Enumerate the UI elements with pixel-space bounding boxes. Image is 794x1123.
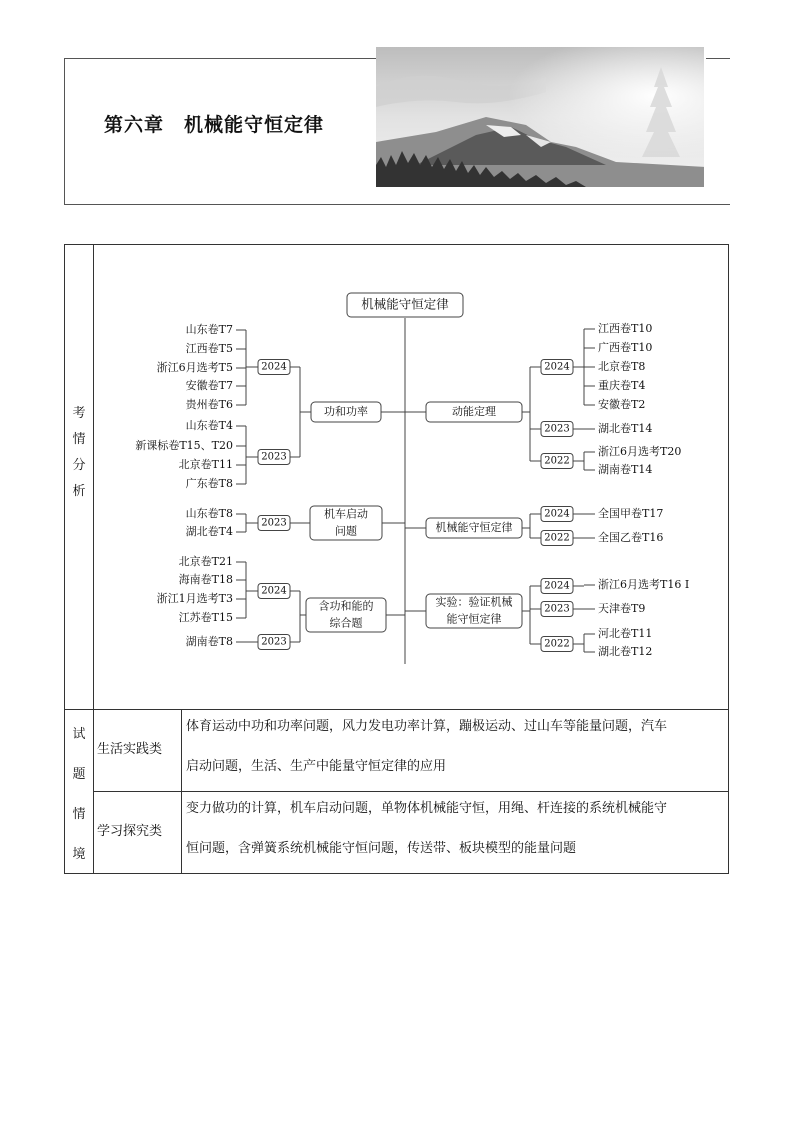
- topic-node-label: 含功和能的: [318, 599, 374, 613]
- source-item: 浙江6月选考T5: [156, 361, 233, 374]
- source-item: 山东卷T8: [185, 507, 233, 520]
- topic-node-label: 实验：验证机械: [435, 595, 513, 609]
- source-item: 广东卷T8: [185, 477, 233, 490]
- topic-node-label: 动能定理: [452, 405, 496, 418]
- source-item: 全国甲卷T17: [598, 507, 664, 520]
- source-item: 江西卷T10: [598, 322, 653, 335]
- source-item: 北京卷T8: [598, 360, 646, 373]
- source-item: 山东卷T4: [185, 419, 233, 432]
- source-item: 湖北卷T14: [598, 422, 653, 435]
- source-item: 湖南卷T8: [185, 635, 233, 648]
- source-item: 湖北卷T12: [598, 645, 653, 658]
- year-node-label: 2023: [261, 517, 287, 529]
- source-item: 新课标卷T15、T20: [135, 439, 233, 452]
- learning-inquiry-description: 变力做功的计算，机车启动问题，单物体机械能守恒，用绳、杆连接的系统机械能守 恒问题，含弹簧系统机械能守恒问题，传送带、板块模型的能量问题: [186, 801, 668, 856]
- topic-node-label: 能守恒定律: [446, 612, 502, 626]
- year-node-label: 2023: [261, 636, 287, 648]
- year-node-label: 2023: [544, 603, 570, 615]
- exam-analysis-label: 考 情 分 析: [72, 406, 86, 499]
- question-context-label: 试 题 情 境: [72, 727, 86, 862]
- source-item: 广西卷T10: [598, 341, 653, 354]
- year-node-label: 2023: [261, 451, 287, 463]
- source-item: 全国乙卷T16: [598, 531, 664, 544]
- source-item: 浙江6月选考T16 Ⅰ: [598, 578, 690, 591]
- source-item: 江苏卷T15: [178, 611, 233, 624]
- source-item: 安徽卷T2: [598, 398, 646, 411]
- year-node-label: 2024: [261, 361, 287, 373]
- source-item: 浙江6月选考T20: [598, 445, 682, 458]
- year-node-label: 2022: [544, 638, 570, 650]
- source-item: 山东卷T7: [185, 323, 233, 336]
- source-item: 重庆卷T4: [598, 379, 646, 392]
- topic-node-label: 功和功率: [324, 405, 368, 418]
- source-item: 北京卷T21: [178, 555, 233, 568]
- year-node-label: 2022: [544, 455, 570, 467]
- category-life-practice: 生活实践类: [97, 742, 163, 757]
- topic-node-label: 机车启动: [324, 507, 368, 521]
- source-item: 安徽卷T7: [185, 379, 233, 392]
- source-item: 浙江1月选考T3: [156, 592, 233, 605]
- source-item: 北京卷T11: [178, 458, 233, 471]
- source-item: 海南卷T18: [178, 573, 233, 586]
- year-node-label: 2022: [544, 532, 570, 544]
- year-node-label: 2024: [544, 580, 570, 592]
- source-item: 贵州卷T6: [185, 398, 233, 411]
- chapter-title: 第六章 机械能守恒定律: [104, 114, 325, 136]
- topic-node-label: 机械能守恒定律: [435, 521, 513, 534]
- year-node-label: 2024: [544, 508, 570, 520]
- year-node-label: 2024: [544, 361, 570, 373]
- source-item: 江西卷T5: [185, 342, 233, 355]
- source-item: 天津卷T9: [598, 602, 646, 615]
- category-learning-inquiry: 学习探究类: [97, 824, 163, 839]
- source-item: 河北卷T11: [598, 627, 653, 640]
- source-item: 湖北卷T4: [185, 525, 233, 538]
- topic-node-label: 综合题: [329, 616, 363, 630]
- year-node-label: 2024: [261, 585, 287, 597]
- year-node-label: 2023: [544, 423, 570, 435]
- root-node-label: 机械能守恒定律: [361, 296, 449, 312]
- life-practice-description: 体育运动中功和功率问题，风力发电功率计算，蹦极运动、过山车等能量问题，汽车 启动问题，生活、生产中能量守恒定律的应用: [186, 719, 668, 774]
- source-item: 湖南卷T14: [598, 463, 653, 476]
- topic-node-label: 问题: [335, 524, 357, 538]
